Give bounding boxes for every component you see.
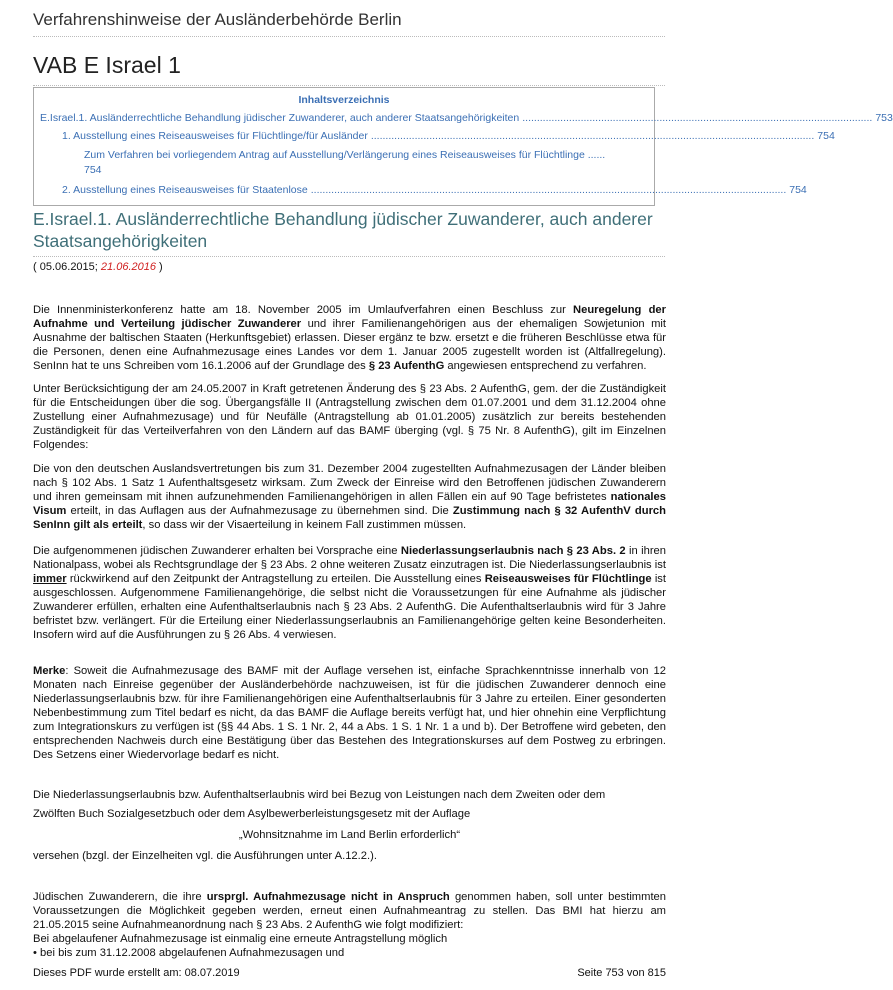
toc-entry[interactable] [40,130,835,142]
section-heading: E.Israel.1. Ausländerrechtliche Behandlung jüdischer Zuwanderer, auch anderer Staatsangehörigkeiten [33,208,665,257]
revision-dates: ( 05.06.2015; 21.06.2016 ) [33,261,163,273]
paragraph-6: Die Niederlassungserlaubnis bzw. Aufenthaltserlaubnis wird bei Bezug von Leistungen nach dem Zweiten oder dem Zwölften Buch Sozialgesetzbuch oder dem Asylbewerberleistungsgesetz mit der Auflage [33,789,606,820]
toc-leader-dots: ........................................................................................................................................................ [370,130,815,142]
paragraph-4: Die aufgenommenen jüdischen Zuwanderer erhalten bei Vorsprache eine Niederlassungserlaubnis nach § 23 Abs. 2 in ihren Nationalpass, wobei als Rechtsgrundlage der § 23 Abs. 2 ohne weiteren Zusatz einzutragen ist. Die Niederlassungserlaubnis ist immer rückwirkend auf den Zeitpunkt der Antragstellung zu erteilen. Die Ausstellung eines Reiseausweises für Flüchtlinge ist ausgeschlossen. Aufgenommene Familienangehörige, die selbst nicht die Voraussetzungen für eine Aufnahme als jüdischer Zuwanderer erfüllen, erhalten eine Aufenthaltserlaubnis nach § 23 Abs. 2 AufenthG. Die Aufenthaltserlaubnis wird für 3 Jahre befristet bzw. verlängert. Für die Erteilung einer Niederlassungserlaubnis an Familienangehörige gelten keine Besonderheiten. Insofern wird auf die Ausführungen zu § 26 Abs. 4 verwiesen. [33,545,667,641]
paragraph-6-quote: „Wohnsitznahme im Land Berlin erforderlich“ [238,829,461,841]
paragraph-2: Unter Berücksichtigung der am 24.05.2007 in Kraft getretenen Änderung des § 23 Abs. 2 AufenthG, gem. der die Zuständigkeit für die Entscheidungen über die sog. Übergangsfälle II (Antragstellung zwischen dem 01.07.2001 und dem 31.12.2004 ohne Zustellung einer Aufnahmezusage) und für Neufälle (Antragstellung ab 01.01.2005) zusätzlich zur bereits bestehenden Zuständigkeit für das Verteilverfahren von den Ländern auf das BAMF überging (vgl. § 75 Nr. 8 AufenthG), gilt im Einzelnen Folgendes: [33,383,666,451]
toc-leader-dots: ................................................................................................................................................................... [310,184,787,196]
toc-entry-page: 753 [875,112,893,124]
paragraph-7: Jüdischen Zuwanderern, die ihre ursprgl. Aufnahmezusage nicht in Anspruch genommen haben, soll unter bestimmten Voraussetzungen die Möglichkeit gegeben werden, erneut einen Aufnahmeantrag zu stellen. Das BMI hat hierzu am 21.05.2015 seine Aufnahmeanordnung nach § 23 Abs. 2 AufenthG wie folgt modifiziert: Bei abgelaufener Aufnahmezusage ist einmalig eine erneute Antragstellung möglich • bei bis zum 31.12.2008 abgelaufenen Aufnahmezusagen und [33,891,666,959]
toc-entry-page: 754 [789,184,807,196]
page-title: VAB E Israel 1 [33,52,665,86]
toc-entry[interactable] [40,148,648,178]
toc-entry-text: 1. Ausstellung eines Reiseausweises für Flüchtlinge/für Ausländer [62,130,368,142]
paragraph-5-note: Merke: Soweit die Aufnahmezusage des BAMF mit der Auflage versehen ist, einfache Sprachkenntnisse innerhalb von 12 Monaten nach Einreise gegenüber der Ausländerbehörde nachzuweisen, ist für die jüdischen Zuwanderer dennoch eine Niederlassungserlaubnis bzw. für ihre Familienangehörigen eine Aufenthaltserlaubnis für 3 Jahre zu erteilen. Einer gesonderten Nebenbestimmung zum Titel bedarf es nicht, da das BAMF die Auflage bereits verfügt hat, und hier ohnehin eine Verpflichtung zum Integrationskurs zu verfügen ist (§§ 44 Abs. 1 S. 1 Nr. 2, 44 a Abs. 1 S. 1 Nr. 1 a und b). Der Betroffene wird gebeten, den entsprechenden Nachweis durch eine Bestätigung über das Bestehen des Integrationskurses auf dem Postweg zu erbringen. Des Setzens einer Wiedervorlage bedarf es nicht. [33,665,666,761]
date-1: 05.06.2015 [39,261,95,273]
toc-heading: Inhaltsverzeichnis [298,94,390,106]
toc-entry-text: E.Israel.1. Ausländerrechtliche Behandlung jüdischer Zuwanderer, auch anderer Staatsangehörigkeiten [40,112,520,124]
toc-entry[interactable] [40,112,893,124]
paragraph-3: Die von den deutschen Auslandsvertretungen bis zum 31. Dezember 2004 zugestellten Aufnahmezusagen der Länder bleiben nach § 102 Abs. 1 Satz 1 Aufenthaltsgesetz wirksam. Zum Zweck der Einreise wird den Betroffenen jüdischen Zuwanderern und ihren gemeinsam mit ihnen aufzunehmenden Familienangehörigen in allen Fällen ein auf 90 Tage befristetes nationales Visum erteilt, in das Auflagen aus der Aufnahmezusage zu übernehmen sind. Die Zustimmung nach § 32 AufenthV durch SenInn gilt als erteilt, so dass wir der Visaerteilung in keinem Fall zustimmen müssen. [33,463,666,531]
toc-entry[interactable] [40,184,807,196]
toc-leader-dots: ........................................................................................................................ [522,112,873,124]
footer-created-date: Dieses PDF wurde erstellt am: 08.07.2019 [33,967,240,979]
table-of-contents [33,87,893,206]
toc-entry-page: 754 [84,164,102,176]
document-header: Verfahrenshinweise der Ausländerbehörde Berlin [33,10,665,37]
date-2: 21.06.2016 [100,261,156,273]
paragraph-6-end: versehen (bzgl. der Einzelheiten vgl. die Ausführungen unter A.12.2.). [33,850,377,862]
toc-entry-text: 2. Ausstellung eines Reiseausweises für Staatenlose [62,184,308,196]
footer-page-number: Seite 753 von 815 [577,967,666,979]
paragraph-1: Die Innenministerkonferenz hatte am 18. November 2005 im Umlaufverfahren einen Beschluss zur Neuregelung der Aufnahme und Verteilung jüdischer Zuwanderer und ihrer Familienangehörigen aus der ehemaligen Sowjetunion mit Ausnahme der baltischen Staaten (Herkunftsgebiet) erlassen. Dieser ergänz te bzw. ersetzt e die früheren Beschlüsse etwa für die Personen, denen eine Aufnahmezusage eines Landes vor dem 1. Januar 2005 zugestellt worden ist (Altfallregelung). SenInn hat te uns Schreiben vom 16.1.2006 auf der Grundlage des § 23 AufenthG angewiesen entsprechend zu verfahren. [33,304,666,372]
toc-entry-page: 754 [817,130,835,142]
toc-entry-text: Zum Verfahren bei vorliegendem Antrag auf Ausstellung/Verlängerung eines Reiseausweises für Flüchtlinge [84,149,585,161]
toc-leader-dots: ...... [587,149,606,161]
